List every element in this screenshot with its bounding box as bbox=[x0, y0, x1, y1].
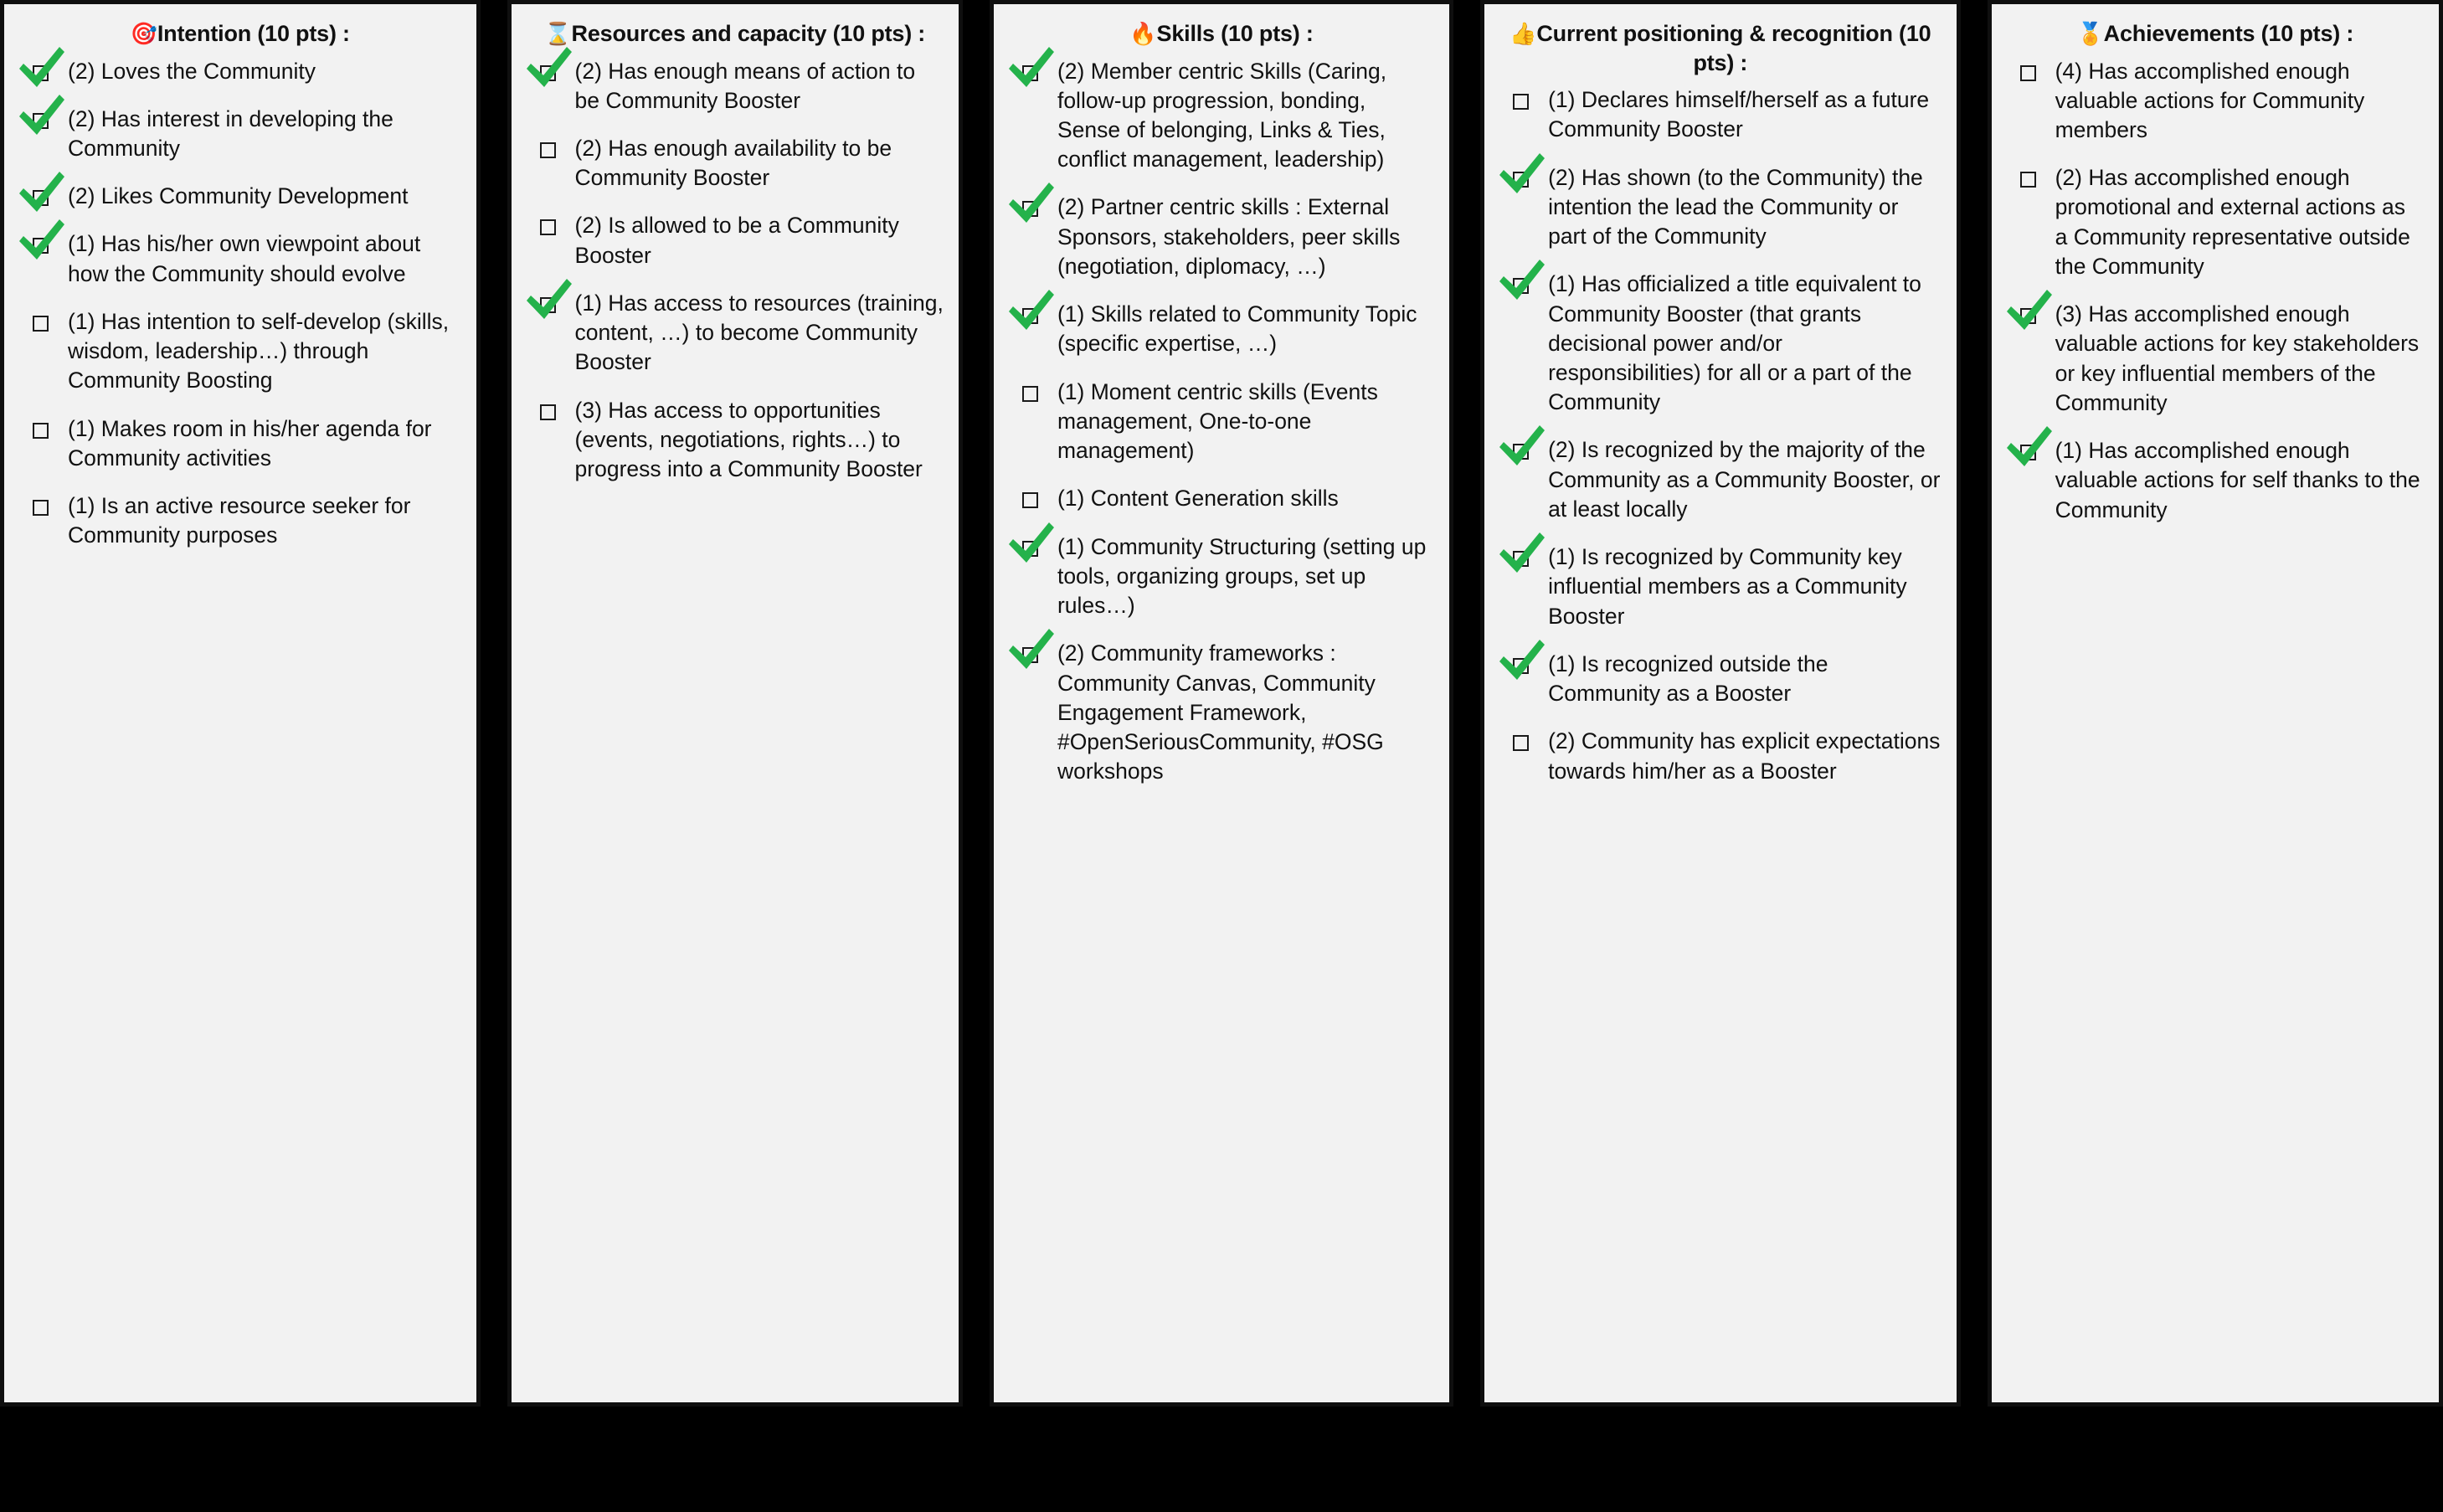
checkbox-unchecked[interactable] bbox=[528, 214, 575, 239]
checkbox-unchecked[interactable] bbox=[1011, 381, 1057, 406]
checkbox-icon[interactable] bbox=[540, 65, 556, 81]
column-resources-and-capacity bbox=[507, 0, 963, 1407]
checklist-item[interactable] bbox=[1494, 163, 1947, 252]
checkbox-unchecked[interactable] bbox=[2008, 60, 2055, 85]
checklist-item[interactable] bbox=[522, 396, 949, 485]
checkbox-checked[interactable] bbox=[1501, 167, 1548, 192]
checkbox-checked[interactable] bbox=[1501, 273, 1548, 298]
checkbox-icon[interactable] bbox=[33, 190, 49, 206]
column-title-resources-and-capacity bbox=[527, 19, 944, 49]
checklist-item[interactable] bbox=[1494, 435, 1947, 524]
checkbox-icon[interactable] bbox=[1022, 65, 1038, 81]
checkbox-icon[interactable] bbox=[1022, 647, 1038, 663]
checkbox-icon[interactable] bbox=[1513, 172, 1529, 188]
checklist-item-label: (4) Has accomplished enough valuable actions for Community members bbox=[2055, 58, 2365, 143]
checkbox-checked[interactable] bbox=[1501, 439, 1548, 464]
checklist-item-label: (1) Is an active resource seeker for Community purposes bbox=[68, 493, 411, 548]
checklist-item[interactable] bbox=[1004, 639, 1439, 786]
column-title-achievements bbox=[2007, 19, 2424, 49]
hourglass-icon: ⌛ bbox=[544, 21, 572, 46]
checklist-item-label: (2) Has shown (to the Community) the intention the lead the Community or part of the Community bbox=[1548, 164, 1923, 249]
checkbox-unchecked[interactable] bbox=[1501, 730, 1548, 755]
checklist-item[interactable] bbox=[14, 491, 466, 550]
checklist-item-label: (2) Loves the Community bbox=[68, 58, 316, 84]
checklist-item-label: (1) Has accomplished enough valuable actions for self thanks to the Community bbox=[2055, 438, 2420, 522]
checkbox-icon[interactable] bbox=[2020, 65, 2036, 81]
checklist-item-label: (3) Has accomplished enough valuable actions for key stakeholders or key influential members of the Community bbox=[2055, 301, 2420, 415]
checklist-intention bbox=[14, 57, 466, 551]
checklist-item-label: (2) Has interest in developing the Community bbox=[68, 105, 393, 162]
checkbox-checked[interactable] bbox=[21, 60, 68, 85]
checklist-item[interactable] bbox=[14, 105, 466, 163]
checklist-item-label: (1) Is recognized by Community key influential members as a Community Booster bbox=[1548, 544, 1907, 629]
checkbox-unchecked[interactable] bbox=[2008, 167, 2055, 192]
column-title-text: Achievements (10 pts) : bbox=[2103, 21, 2354, 46]
checkbox-icon[interactable] bbox=[1513, 444, 1529, 460]
checklist-item-label: (1) Community Structuring (setting up tools, organizing groups, set up rules…) bbox=[1057, 533, 1427, 619]
checklist-item-label: (2) Has accomplished enough promotional and external actions as a Community representative outside the Community bbox=[2055, 165, 2410, 279]
checklist-item[interactable] bbox=[522, 134, 949, 193]
checklist-item[interactable] bbox=[1004, 193, 1439, 281]
target-icon: 🎯 bbox=[130, 21, 157, 46]
checkbox-icon[interactable] bbox=[1022, 492, 1038, 508]
checklist-item-label: (2) Has enough availability to be Community Booster bbox=[574, 136, 892, 191]
checkbox-checked[interactable] bbox=[1011, 196, 1057, 221]
checklist-item[interactable] bbox=[14, 57, 466, 86]
checkbox-unchecked[interactable] bbox=[21, 311, 68, 336]
checklist-item[interactable] bbox=[1494, 270, 1947, 417]
checklist-item[interactable] bbox=[1004, 57, 1439, 175]
checkbox-checked[interactable] bbox=[21, 233, 68, 258]
checklist-item[interactable] bbox=[14, 182, 466, 211]
checkbox-icon[interactable] bbox=[2020, 308, 2036, 324]
checkbox-icon[interactable] bbox=[1022, 201, 1038, 217]
checkbox-unchecked[interactable] bbox=[21, 495, 68, 520]
checklist-item[interactable] bbox=[1004, 378, 1439, 466]
checklist-item[interactable] bbox=[2002, 163, 2429, 281]
checkbox-checked[interactable] bbox=[528, 292, 575, 317]
checklist-item[interactable] bbox=[1004, 484, 1439, 513]
checklist-item-label: (2) Has enough means of action to be Community Booster bbox=[574, 58, 916, 113]
column-title-current-positioning-and-recognition bbox=[1499, 19, 1942, 77]
checklist-item[interactable] bbox=[14, 307, 466, 396]
checkbox-checked[interactable] bbox=[528, 60, 575, 85]
checklist-item[interactable] bbox=[2002, 300, 2429, 418]
checkbox-checked[interactable] bbox=[1011, 536, 1057, 561]
column-achievements bbox=[1988, 0, 2443, 1407]
checkbox-icon[interactable] bbox=[1022, 308, 1038, 324]
checkbox-icon[interactable] bbox=[1513, 658, 1529, 674]
checklist-item[interactable] bbox=[1494, 727, 1947, 785]
checklist-item-label: (1) Moment centric skills (Events management, One-to-one management) bbox=[1057, 378, 1378, 464]
checkbox-unchecked[interactable] bbox=[21, 418, 68, 443]
checklist-item-label: (2) Likes Community Development bbox=[68, 183, 409, 209]
checkbox-checked[interactable] bbox=[1501, 653, 1548, 678]
checklist-item-label: (1) Skills related to Community Topic (specific expertise, …) bbox=[1057, 301, 1417, 357]
checkbox-icon[interactable] bbox=[33, 316, 49, 332]
checklist-item[interactable] bbox=[1004, 300, 1439, 358]
checkbox-icon[interactable] bbox=[1513, 278, 1529, 294]
column-title-text: Skills (10 pts) : bbox=[1156, 21, 1314, 46]
checkbox-checked[interactable] bbox=[1011, 60, 1057, 85]
column-title-text: Current positioning & recognition (10 pts) : bbox=[1536, 21, 1931, 75]
checklist-item-label: (1) Declares himself/herself as a future Community Booster bbox=[1548, 87, 1930, 142]
checklist-item[interactable] bbox=[14, 229, 466, 288]
checkbox-icon[interactable] bbox=[1513, 94, 1529, 110]
checklist-item-label: (2) Community has explicit expectations towards him/her as a Booster bbox=[1548, 728, 1941, 784]
checkbox-icon[interactable] bbox=[1513, 551, 1529, 567]
column-skills bbox=[990, 0, 1453, 1407]
checkbox-icon[interactable] bbox=[33, 65, 49, 81]
checklist-item-label: (1) Has intention to self-develop (skills, wisdom, leadership…) through Community Boosting bbox=[68, 308, 450, 393]
checklist-item[interactable] bbox=[14, 414, 466, 473]
checklist-item[interactable] bbox=[1494, 543, 1947, 631]
checkbox-unchecked[interactable] bbox=[1011, 487, 1057, 512]
checkbox-checked[interactable] bbox=[2008, 303, 2055, 328]
checklist-item-label: (1) Has access to resources (training, content, …) to become Community Booster bbox=[574, 290, 944, 375]
checkbox-icon[interactable] bbox=[33, 500, 49, 516]
checklist-item-label: (1) Has officialized a title equivalent to Community Booster (that grants decisional power and/or responsibilities) for all or a part of the Community bbox=[1548, 271, 1921, 415]
checkbox-checked[interactable] bbox=[2008, 440, 2055, 465]
checklist-achievements bbox=[2002, 57, 2429, 525]
checklist-item[interactable] bbox=[522, 57, 949, 116]
checkbox-icon[interactable] bbox=[2020, 172, 2036, 188]
thumbs-up-icon: 👍 bbox=[1510, 21, 1537, 46]
checklist-item-label: (3) Has access to opportunities (events, negotiations, rights…) to progress into a Community Booster bbox=[574, 397, 923, 482]
checklist-item-label: (1) Has his/her own viewpoint about how the Community should evolve bbox=[68, 231, 421, 286]
checklist-item-label: (1) Content Generation skills bbox=[1057, 486, 1339, 512]
column-title-text: Resources and capacity (10 pts) : bbox=[571, 21, 926, 46]
checklist-item[interactable] bbox=[1004, 532, 1439, 621]
checkbox-icon[interactable] bbox=[540, 219, 556, 235]
checklist-item-label: (1) Makes room in his/her agenda for Community activities bbox=[68, 415, 432, 471]
checklist-item[interactable] bbox=[2002, 436, 2429, 525]
column-intention bbox=[0, 0, 481, 1407]
checkbox-icon[interactable] bbox=[2020, 445, 2036, 460]
checklist-resources-and-capacity bbox=[522, 57, 949, 485]
checklist-item-label: (2) Partner centric skills : External Sponsors, stakeholders, peer skills (negotiation, diplomacy, …) bbox=[1057, 194, 1401, 279]
checkbox-unchecked[interactable] bbox=[1501, 89, 1548, 114]
column-title-skills bbox=[1009, 19, 1434, 49]
checklist-current-positioning-and-recognition bbox=[1494, 85, 1947, 786]
checklist-item[interactable] bbox=[2002, 57, 2429, 146]
checkbox-icon[interactable] bbox=[540, 297, 556, 313]
checkbox-icon[interactable] bbox=[33, 423, 49, 439]
checkbox-unchecked[interactable] bbox=[528, 399, 575, 424]
checkbox-unchecked[interactable] bbox=[528, 137, 575, 162]
column-current-positioning-and-recognition bbox=[1480, 0, 1961, 1407]
checkbox-icon[interactable] bbox=[540, 404, 556, 420]
checkbox-checked[interactable] bbox=[21, 185, 68, 210]
checklist-item-label: (2) Is allowed to be a Community Booster bbox=[574, 213, 899, 268]
checklist-skills bbox=[1004, 57, 1439, 787]
checkbox-icon[interactable] bbox=[1513, 735, 1529, 751]
checkbox-icon[interactable] bbox=[33, 238, 49, 254]
checkbox-icon[interactable] bbox=[1022, 541, 1038, 557]
checklist-item-label: (1) Is recognized outside the Community as a Booster bbox=[1548, 651, 1828, 707]
checklist-item-label: (2) Member centric Skills (Caring, follow-up progression, bonding, Sense of belonging, Links & Ties, conflict management, leadership) bbox=[1057, 58, 1387, 172]
checkbox-checked[interactable] bbox=[1011, 303, 1057, 328]
column-title-intention bbox=[19, 19, 461, 49]
medal-icon: 🏅 bbox=[2076, 21, 2104, 46]
checkbox-checked[interactable] bbox=[1011, 642, 1057, 667]
checklist-item[interactable] bbox=[1494, 650, 1947, 708]
checklist-item[interactable] bbox=[522, 289, 949, 378]
checklist-item[interactable] bbox=[522, 211, 949, 270]
fire-icon: 🔥 bbox=[1129, 21, 1157, 46]
column-title-text: Intention (10 pts) : bbox=[157, 21, 350, 46]
checkbox-checked[interactable] bbox=[21, 108, 68, 133]
checklist-item-label: (2) Community frameworks : Community Canvas, Community Engagement Framework, #OpenSeriousCommunity, #OSG workshops bbox=[1057, 640, 1384, 784]
checklist-item[interactable] bbox=[1494, 85, 1947, 144]
checkbox-icon[interactable] bbox=[1022, 386, 1038, 402]
checkbox-icon[interactable] bbox=[540, 142, 556, 158]
checkbox-checked[interactable] bbox=[1501, 546, 1548, 571]
checklist-item-label: (2) Is recognized by the majority of the Community as a Community Booster, or at least locally bbox=[1548, 437, 1941, 522]
checkbox-icon[interactable] bbox=[33, 113, 49, 129]
